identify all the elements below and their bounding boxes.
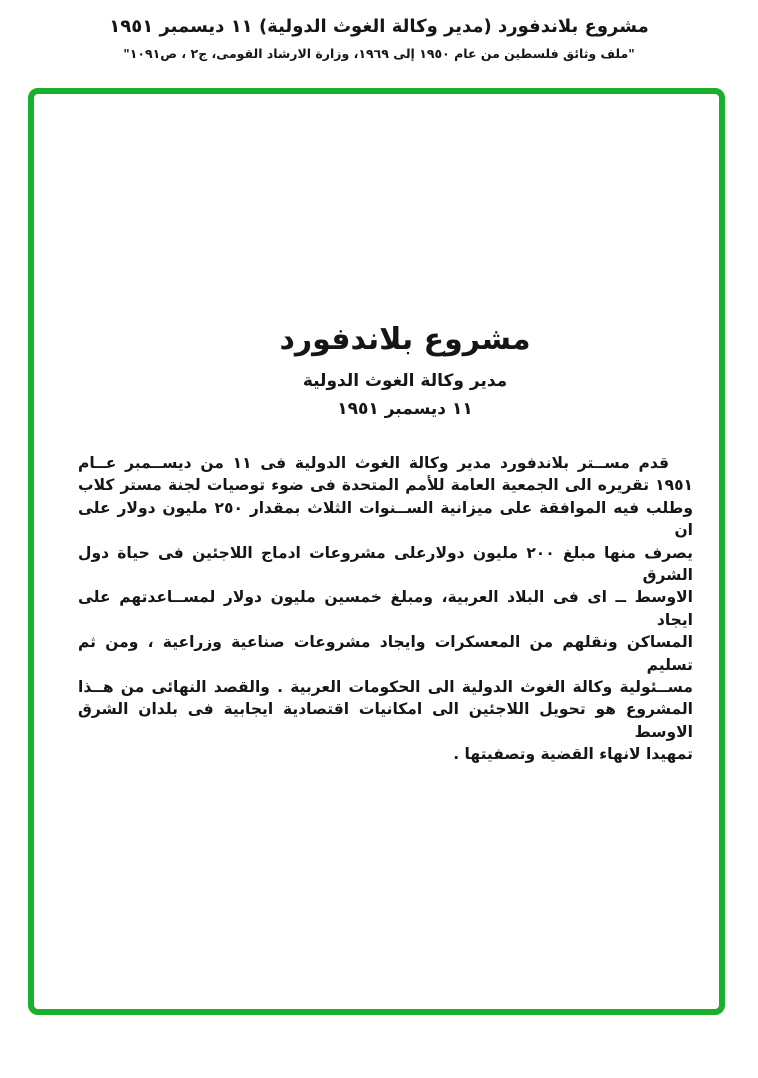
body-text-line: الاوسط ــ اى فى البلاد العربية، ومبلغ خمسين مليون دولار لمســاعدتهم على ايجاد (78, 588, 693, 629)
document-subtitle: مدير وكالة الغوث الدولية (302, 371, 508, 391)
header-citation-title: مشروع بلاندفورد (مدير وكالة الغوث الدولية) ١١ ديسمبر ١٩٥١ (109, 16, 649, 37)
body-text-line: تمهيدا لانهاء القضية وتصفيتها . (453, 745, 693, 764)
document-body-paragraph (78, 452, 693, 766)
body-text-line: قدم مســتر بلاندفورد مدير وكالة الغوث الدولية فى ١١ من ديســمبر عــام (78, 454, 669, 472)
body-text-line: مســئولية وكالة الغوث الدولية الى الحكومات العربية . والقصد النهائى من هــذا (78, 678, 693, 697)
body-text-line: المشروع هو تحويل اللاجئين الى امكانيات اقتصادية ايجابية فى بلدان الشرق الاوسط (78, 700, 693, 741)
body-text-line: وطلب فيه الموافقة على ميزانية الســنوات الثلاث بمقدار ٢٥٠ مليون دولار على ان (78, 498, 693, 540)
body-text-line: ١٩٥١ تقريره الى الجمعية العامة للأمم المتحدة فى ضوء توصيات لجنة مستر كلاب (78, 476, 693, 495)
document-header (0, 14, 758, 62)
body-text-line: المساكن ونقلهم من المعسكرات وايجاد مشروعات صناعية وزراعية ، ومن ثم تسليم (78, 633, 693, 674)
document-date: ١١ ديسمبر ١٩٥١ (337, 399, 473, 419)
document-title: مشروع بلاندفورد (279, 322, 531, 357)
body-text-line: يصرف منها مبلغ ٢٠٠ مليون دولارعلى مشروعات ادماج اللاجئين فى حياة دول الشرق (78, 543, 693, 585)
header-source-reference: "ملف وثائق فلسطين من عام ١٩٥٠ إلى ١٩٦٩، وزارة الارشاد القومى، ج٢ ، ص١٠٩١" (123, 46, 635, 61)
document-title-block (52, 320, 758, 422)
